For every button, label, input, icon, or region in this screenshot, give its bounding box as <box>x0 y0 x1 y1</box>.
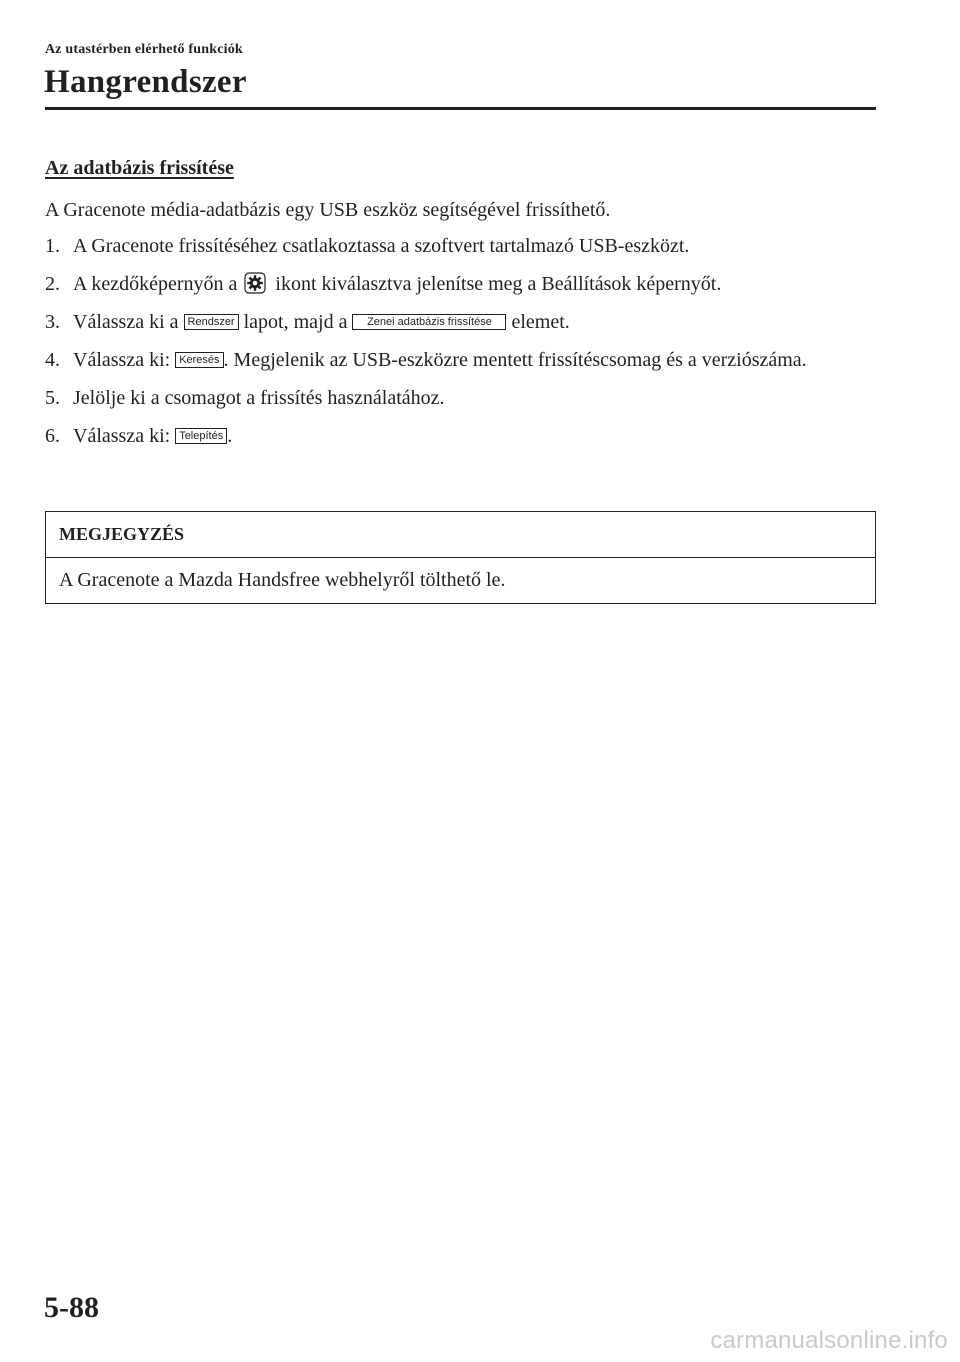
step-text: A kezdőképernyőn a <box>73 273 238 295</box>
step-text: lapot, majd a <box>243 311 348 333</box>
page-number: 5-88 <box>44 1291 99 1324</box>
step-text: Válassza ki: <box>73 349 171 371</box>
step-number: 6. <box>45 425 60 447</box>
step-text: Válassza ki a <box>73 311 179 333</box>
note-text: A Gracenote a Mazda Handsfree webhelyről tölthető le. <box>59 569 506 591</box>
settings-gear-icon <box>244 272 266 294</box>
step-text: elemet. <box>511 311 570 333</box>
section-label: Az utastérben elérhető funkciók <box>45 42 243 57</box>
step-text: Jelölje ki a csomagot a frissítés használatához. <box>73 387 445 409</box>
step-text: ikont kiválasztva jelenítse meg a Beállítások képernyőt. <box>275 273 722 295</box>
step-number: 4. <box>45 349 60 371</box>
install-button-label: Telepítés <box>175 428 227 444</box>
intro-paragraph: A Gracenote média-adatbázis egy USB eszköz segítségével frissíthető. <box>45 199 611 221</box>
music-database-update-button-label: Zenei adatbázis frissítése <box>352 314 506 330</box>
step-number: 3. <box>45 311 60 333</box>
watermark: carmanualsonline.info <box>710 1327 948 1354</box>
step-text: . Megjelenik az USB-eszközre mentett frissítéscsomag és a verziószáma. <box>223 349 807 371</box>
step-5 <box>45 386 875 410</box>
step-text: A Gracenote frissítéséhez csatlakoztassa a szoftvert tartalmazó USB-eszközt. <box>73 235 690 257</box>
step-2 <box>45 272 875 296</box>
step-text: . <box>227 425 233 447</box>
steps-list <box>45 234 875 462</box>
page-title: Hangrendszer <box>44 64 247 100</box>
note-box <box>45 511 876 604</box>
subheading: Az adatbázis frissítése <box>45 157 234 179</box>
step-number: 1. <box>45 235 60 257</box>
step-6 <box>45 424 875 448</box>
rendszer-button-label: Rendszer <box>184 314 239 330</box>
step-number: 5. <box>45 387 60 409</box>
title-divider <box>45 107 876 110</box>
note-title: MEGJEGYZÉS <box>46 512 875 558</box>
step-1 <box>45 234 875 258</box>
step-3 <box>45 310 875 334</box>
search-button-label: Keresés <box>175 352 223 368</box>
step-4 <box>45 348 875 372</box>
step-text: Válassza ki: <box>73 425 171 447</box>
step-number: 2. <box>45 273 60 295</box>
